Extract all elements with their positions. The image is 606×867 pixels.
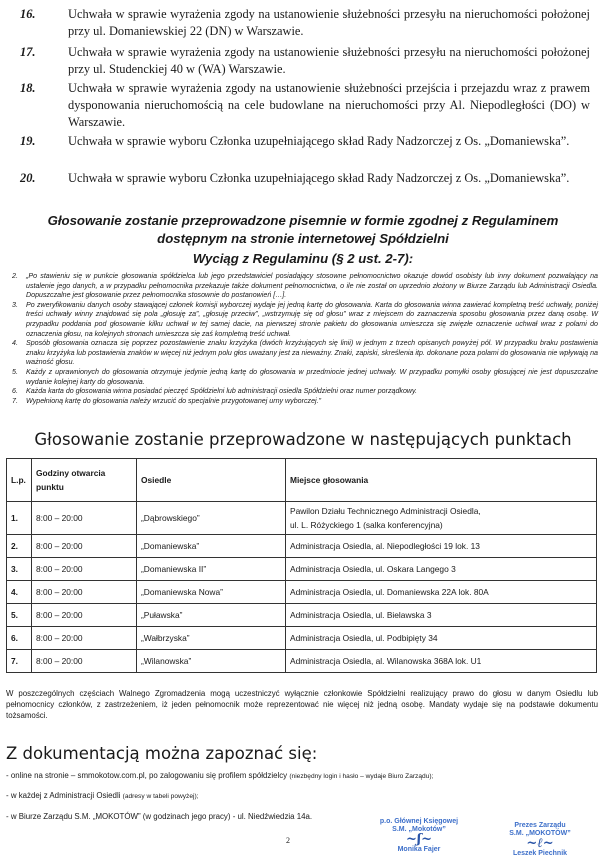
cell-place [286, 502, 597, 535]
resolution-number: 20. [20, 171, 36, 185]
stamp-line: S.M. „Mokotów” [392, 826, 446, 833]
stamp-line: p.o. Głównej Księgowej [379, 818, 459, 825]
cell-estate: „Wałbrzyska” [137, 627, 286, 650]
cell-lp: 6. [7, 627, 32, 650]
table-row [7, 502, 597, 535]
regulation-number: 6. [12, 387, 18, 396]
table-row [7, 604, 597, 627]
resolution-number: 17. [20, 45, 36, 59]
cell-place: Administracja Osiedla, ul. Oskara Langego 3 [286, 558, 597, 581]
regulation-text: Sposób głosowania oznacza się poprzez pozostawienie znaku krzyżyka (dwóch krzyżujących się linii) w jednym z trzech opisanych powyżej pól. W przypadku braku postawienia znaku krzyżyka lub postawienia znaków w więcej niż jednym polu głos uważany jest za nieważny. Znaki, zapiski, skreślenia itp. dokonane poza polami do głosowania nie wpływają na ważność głosu. [26, 339, 598, 367]
cell-hours: 8:00 – 20:00 [32, 650, 137, 673]
regulation-number: 4. [12, 339, 18, 348]
cell-place: Administracja Osiedla, ul. Bielawska 3 [286, 604, 597, 627]
stamp-president [490, 822, 590, 858]
cell-hours: 8:00 – 20:00 [32, 627, 137, 650]
regulation-number: 2. [12, 272, 18, 280]
table-row [7, 581, 597, 604]
place-line: Pawilon Działu Technicznego Administracji Osiedla, [290, 506, 481, 516]
resolution-item [20, 44, 590, 78]
documentation-title: Z dokumentacją można zapoznać się: [6, 744, 318, 763]
documentation-item [6, 771, 433, 780]
cell-estate: „Dąbrowskiego” [137, 502, 286, 535]
cell-place: Administracja Osiedla, ul. Domaniewska 22A lok. 80A [286, 581, 597, 604]
cell-lp: 4. [7, 581, 32, 604]
page-number: 2 [286, 836, 290, 845]
cell-estate: „Domaniewska II” [137, 558, 286, 581]
cell-lp: 2. [7, 535, 32, 558]
signature-icon: ~ʃ~ [405, 832, 433, 847]
resolution-text: Uchwała w sprawie wyboru Członka uzupełniającego skład Rady Nadzorczej z Os. „Domaniewska”. [68, 134, 570, 148]
resolution-text: Uchwała w sprawie wyrażenia zgody na ustanowienie służebności przejścia i przejazdu wraz z prawem dysponowania nieruchomością na cele budowlane na nieruchomości przy Al. Niepodległości (DO) w Warszawie. [68, 81, 590, 129]
table-row [7, 627, 597, 650]
voting-header-line3: Wyciąg z Regulaminu (§ 2 ust. 2-7): [192, 251, 414, 266]
cell-hours: 8:00 – 20:00 [32, 558, 137, 581]
cell-hours: 8:00 – 20:00 [32, 581, 137, 604]
regulation-text: „Po stawieniu się w punkcie głosowania spółdzielca lub jego przedstawiciel posiadający stosowne pełnomocnictwo okazuje dowód osobisty lub inny dokument pozwalający na ustalenie jego danych, a w przypadku pełnomocnika przekazuje także dokument pełnomocnictwa, o ile nie został on uprzednio złożony w Biurze Zarządu lub Administracji Osiedla. Dopuszczalne jest głosowanie przez pełnomocnika stosownie do postanowień […]. [26, 272, 598, 300]
voting-header-line2: dostępnym na stronie internetowej Spółdzielni [157, 231, 449, 246]
documentation-text: - online na stronie – smmokotow.com.pl, po zalogowaniu się profilem spółdzielcy [6, 771, 288, 780]
regulation-item [6, 301, 598, 339]
cell-hours: 8:00 – 20:00 [32, 604, 137, 627]
cell-lp: 1. [7, 502, 32, 535]
regulation-text: Po zweryfikowaniu danych osoby stawającej członek komisji wyborczej wydaje jej jedną kartę do głosowania. Karta do głosowania winna zawierać kompletną treść uchwały, poniżej treści uchwały winny znajdować się pola „głosuję za”, „głosuję przeciw”, „wstrzymuję się od głosu” wraz z miejscem do zaznaczenia sposobu głosowania przez daną osobę. W przypadku poddania pod głosowanie kilku uchwał w tej samej dacie, na pierwszej stronie pakietu do głosowania umieszcza się zwięzłe oznaczenie uchwał wraz z polami do oznaczenia głosu, na kolejnych stronach umieszcza się zaś kompletną treść uchwał. [26, 300, 598, 338]
points-title: Głosowanie zostanie przeprowadzone w następujących punktach [34, 430, 572, 449]
cell-place: Administracja Osiedla, ul. Podbipięty 34 [286, 627, 597, 650]
regulation-text: Każda karta do głosowania winna posiadać pieczęć Spółdzielni lub administracji osiedla Spółdzielni oraz numer porządkowy. [26, 387, 418, 396]
resolution-text: Uchwała w sprawie wyboru Członka uzupełniającego skład Rady Nadzorczej z Os. „Domaniewska”. [68, 171, 570, 185]
cell-hours: 8:00 – 20:00 [32, 535, 137, 558]
table-row [7, 535, 597, 558]
cell-lp: 3. [7, 558, 32, 581]
resolution-number: 19. [20, 134, 36, 148]
cell-lp: 7. [7, 650, 32, 673]
documentation-text: - w każdej z Administracji Osiedli [6, 791, 121, 800]
regulation-item [6, 387, 598, 397]
cell-estate: „Domaniewska” [137, 535, 286, 558]
table-row [7, 650, 597, 673]
regulation-item [6, 339, 598, 368]
resolution-item [20, 133, 590, 150]
cell-hours: 8:00 – 20:00 [32, 502, 137, 535]
cell-estate: „Domaniewska Nowa” [137, 581, 286, 604]
stamp-name: Leszek Piechnik [512, 850, 568, 857]
cell-estate: „Wilanowska” [137, 650, 286, 673]
regulation-number: 3. [12, 300, 18, 309]
header-lp: L.p. [7, 459, 32, 502]
regulation-item [6, 397, 598, 407]
documentation-item [6, 812, 312, 821]
stamp-line: S.M. „MOKOTÓW” [509, 830, 571, 837]
resolution-item [20, 80, 590, 131]
place-line: ul. L. Różyckiego 1 (salka konferencyjna) [290, 520, 443, 530]
regulation-excerpt [6, 272, 598, 406]
signature-icon: ~ℓ~ [526, 836, 554, 851]
attendance-note: W poszczególnych częściach Walnego Zgromadzenia mogą uczestniczyć wyłącznie członkowie Spółdzielni realizujący prawo do głosu w danym Osiedlu lub pełnomocnicy członków, z zastrzeżeniem, iż jeden pełnomocnik może reprezentować nie więcej niż jedną osobę. Mandaty wydaje się na podstawie dokumentu tożsamości. [6, 689, 598, 720]
regulation-text: Wypełnioną kartę do głosowania należy wrzucić do specjalnie przygotowanej urny wyborczej.” [26, 396, 321, 405]
resolution-item [20, 170, 590, 187]
resolution-number: 18. [20, 81, 36, 95]
regulation-number: 5. [12, 367, 18, 376]
cell-place: Administracja Osiedla, al. Niepodległości 19 lok. 13 [286, 535, 597, 558]
cell-estate: „Puławska” [137, 604, 286, 627]
header-place: Miejsce głosowania [286, 459, 597, 502]
stamp-chief-accountant [364, 818, 474, 854]
documentation-text: - w Biurze Zarządu S.M. „MOKOTÓW” (w godzinach jego pracy) - ul. Niedźwiedzia 14a. [6, 812, 313, 821]
regulation-text: Każdy z uprawnionych do głosowania otrzymuje jedynie jedną kartę do głosowania w przedmiocie jednej uchwały. W przypadku pomyłki osoby głosującej nie jest dopuszczalne wydanie kolejnej karty do głosowania. [26, 367, 598, 386]
cell-place: Administracja Osiedla, al. Wilanowska 368A lok. U1 [286, 650, 597, 673]
regulation-item [6, 368, 598, 387]
resolution-text: Uchwała w sprawie wyrażenia zgody na ustanowienie służebności przesyłu na nieruchomości położonej przy ul. Studenckiej 40 w (WA) Warszawie. [68, 45, 590, 76]
regulation-number: 7. [12, 396, 18, 405]
documentation-item [6, 791, 199, 800]
resolution-text: Uchwała w sprawie wyrażenia zgody na ustanowienie służebności przesyłu na nieruchomości położonej przy ul. Domaniewskiej 22 (DN) w Warszawie. [68, 7, 590, 38]
voting-header-line1: Głosowanie zostanie przeprowadzone pisemnie w formie zgodnej z Regulaminem [47, 213, 559, 228]
header-hours: Godziny otwarcia punktu [32, 459, 137, 502]
regulation-item [6, 272, 598, 301]
header-estate: Osiedle [137, 459, 286, 502]
table-row [7, 558, 597, 581]
table-header-row [7, 459, 597, 502]
documentation-note: (adresy w tabeli powyżej); [122, 793, 199, 800]
resolution-number: 16. [20, 7, 36, 21]
voting-points-table [6, 458, 597, 673]
documentation-note: (niezbędny login i hasło – wydaje Biuro Zarządu); [289, 773, 434, 780]
resolution-item [20, 6, 590, 40]
cell-lp: 5. [7, 604, 32, 627]
stamp-name: Monika Fajer [397, 846, 441, 853]
stamp-line: Prezes Zarządu [514, 822, 566, 829]
